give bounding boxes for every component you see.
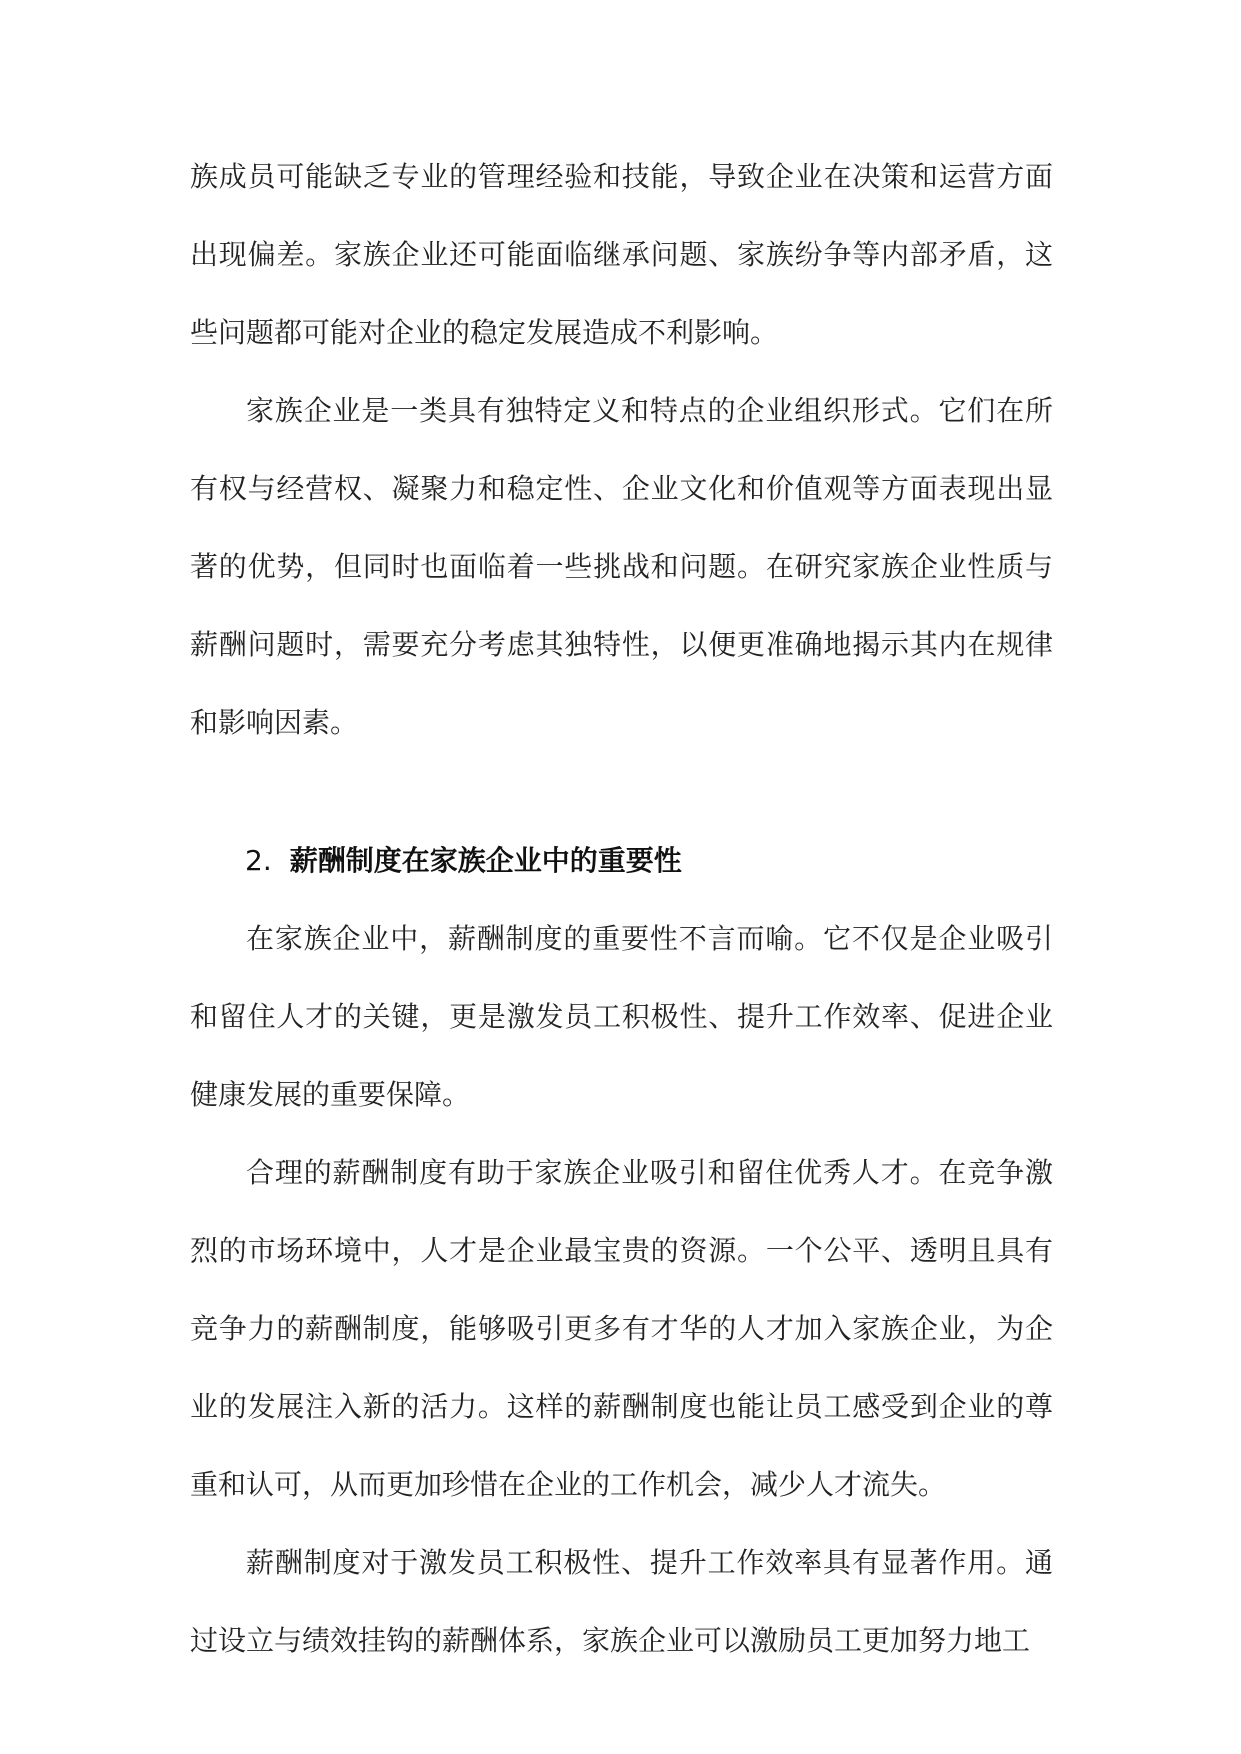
- section-number: 2.: [245, 844, 272, 877]
- section-heading: [190, 822, 1053, 900]
- section-spacer: [190, 762, 1053, 822]
- paragraph-motivation: 薪酬制度对于激发员工积极性、提升工作效率具有显著作用。通过设立与绩效挂钩的薪酬体系，家族企业可以激励员工更加努力地工: [190, 1546, 1053, 1657]
- paragraph-family-business-summary: 家族企业是一类具有独特定义和特点的企业组织形式。它们在所有权与经营权、凝聚力和稳定性、企业文化和价值观等方面表现出显著的优势，但同时也面临着一些挑战和问题。在研究家族企业性质与薪酬问题时，需要充分考虑其独特性，以便更准确地揭示其内在规律和影响因素。: [190, 394, 1053, 739]
- paragraph-importance-intro: 在家族企业中，薪酬制度的重要性不言而喻。它不仅是企业吸引和留住人才的关键，更是激发员工积极性、提升工作效率、促进企业健康发展的重要保障。: [190, 922, 1053, 1111]
- paragraph-continuation: 族成员可能缺乏专业的管理经验和技能，导致企业在决策和运营方面出现偏差。家族企业还可能面临继承问题、家族纷争等内部矛盾，这些问题都可能对企业的稳定发展造成不利影响。: [190, 160, 1053, 349]
- paragraph-talent-attraction: 合理的薪酬制度有助于家族企业吸引和留住优秀人才。在竞争激烈的市场环境中，人才是企业最宝贵的资源。一个公平、透明且具有竞争力的薪酬制度，能够吸引更多有才华的人才加入家族企业，为企业的发展注入新的活力。这样的薪酬制度也能让员工感受到企业的尊重和认可，从而更加珍惜在企业的工作机会，减少人才流失。: [190, 1156, 1053, 1501]
- section-title: 薪酬制度在家族企业中的重要性: [289, 844, 682, 877]
- document-body: [190, 138, 1053, 1680]
